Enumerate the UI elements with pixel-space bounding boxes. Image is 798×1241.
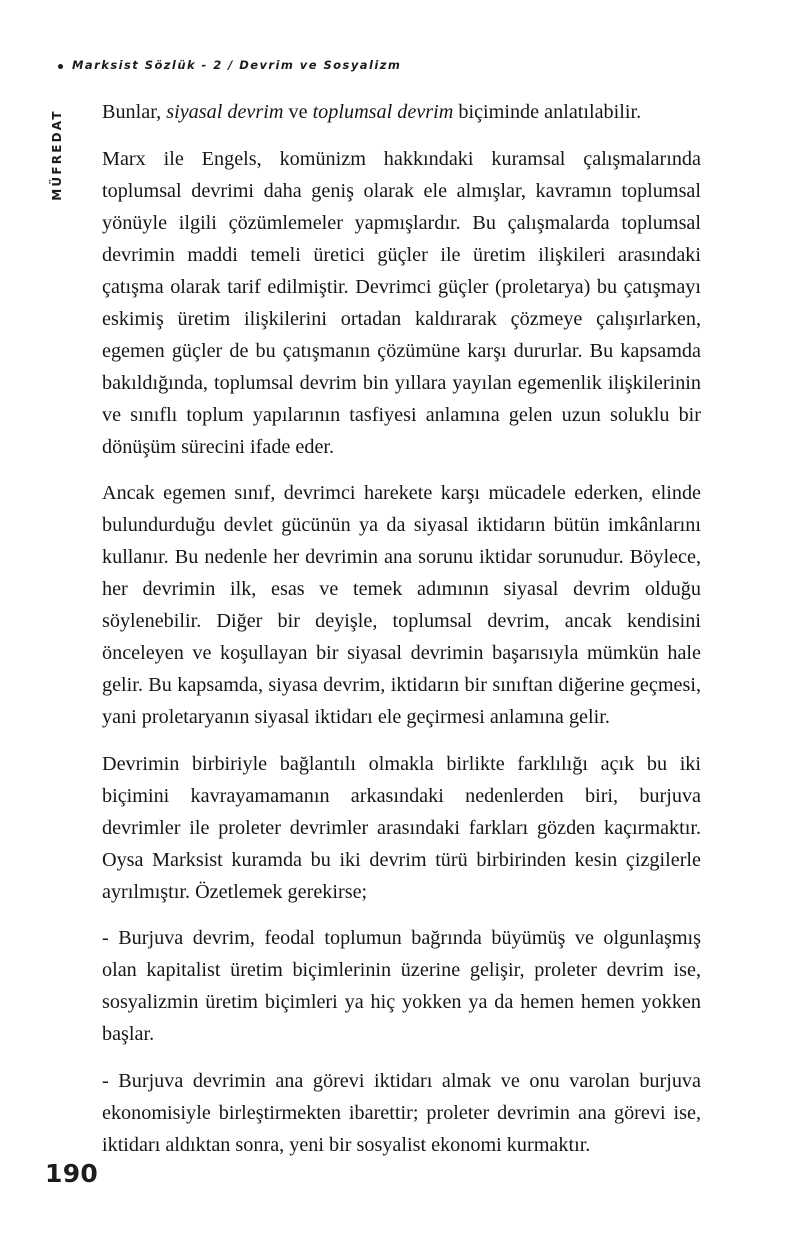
running-head-text: Marksist Sözlük - 2 / Devrim ve Sosyalizm (72, 58, 402, 72)
running-head (58, 60, 401, 72)
paragraph-4: Devrimin birbiriyle bağlantılı olmakla birlikte farklılığı açık bu iki biçimini kavrayamamanın arkasındaki nedenlerden biri, burjuva devrimler ile proleter devrimler arasındaki farkları gözden kaçırmaktır. Oysa Marksist kuramda bu iki devrim türü birbirinden kesin çizgilerle ayrılmıştır. Özetlemek gerekirse; (102, 752, 701, 903)
section-side-tab (44, 90, 70, 220)
section-side-tab-label: MÜFREDAT (50, 109, 64, 201)
page-number: 190 (45, 1159, 99, 1188)
text-run: Bunlar, (102, 101, 167, 123)
text-run: biçiminde anlatılabilir. (453, 101, 642, 123)
bullet-dot-icon (58, 64, 63, 69)
paragraph-6: - Burjuva devrimin ana görevi iktidarı almak ve onu varolan burjuva ekonomisiyle birleştirmekten ibarettir; proleter devrimin ana görevi ise, iktidarı aldıktan sonra, yeni bir sosyalist ekonomi kurmaktır. (102, 1069, 701, 1156)
emphasis-run: toplumsal devrim (312, 101, 454, 123)
paragraph-5: - Burjuva devrim, feodal toplumun bağrında büyümüş ve olgunlaşmış olan kapitalist üretim biçimlerinin üzerine gelişir, proleter devrim ise, sosyalizmin üretim biçimleri ya hiç yokken ya da hemen hemen yokken başlar. (102, 927, 701, 1046)
body-text-column (102, 96, 701, 1161)
text-run: ve (283, 101, 313, 123)
paragraph-1 (102, 96, 701, 128)
paragraph-3: Ancak egemen sınıf, devrimci harekete karşı mücadele ederken, elinde bulundurduğu devlet gücünün ya da siyasal iktidarın bütün imkânlarını kullanır. Bu nedenle her devrimin ana sorunu iktidar sorunudur. Böylece, her devrimin ilk, esas ve temek adımının siyasal devrim olduğu söylenebilir. Diğer bir deyişle, toplumsal devrim, ancak kendisini önceleyen ve koşullayan bir siyasal devrimin başarısıyla mümkün hale gelir. Bu kapsamda, siyasa devrim, iktidarın bir sınıftan diğerine geçmesi, yani proletaryanın siyasal iktidarı ele geçirmesi anlamına gelir. (102, 482, 701, 729)
emphasis-run: siyasal devrim (166, 101, 284, 123)
paragraph-2: Marx ile Engels, komünizm hakkındaki kuramsal çalışmalarında toplumsal devrimi daha geniş olarak ele almışlar, kavramın toplumsal yönüyle ilgili çözümlemeler yapmışlardır. Bu çalışmalarda toplumsal devrimin maddi temeli üretici güçler ile üretim ilişkileri arasındaki çatışma olarak tarif edilmiştir. Devrimci güçler (proletarya) bu çatışmayı eskimiş üretim ilişkilerini ortadan kaldırarak çözmeye çalışırlarken, egemen güçler de bu çatışmanın çözümüne karşı dururlar. Bu kapsamda bakıldığında, toplumsal devrim bin yıllara yayılan egemenlik ilişkilerinin ve sınıflı toplum yapılarının tasfiyesi anlamına gelen uzun soluklu bir dönüşüm sürecini ifade eder. (102, 147, 701, 458)
